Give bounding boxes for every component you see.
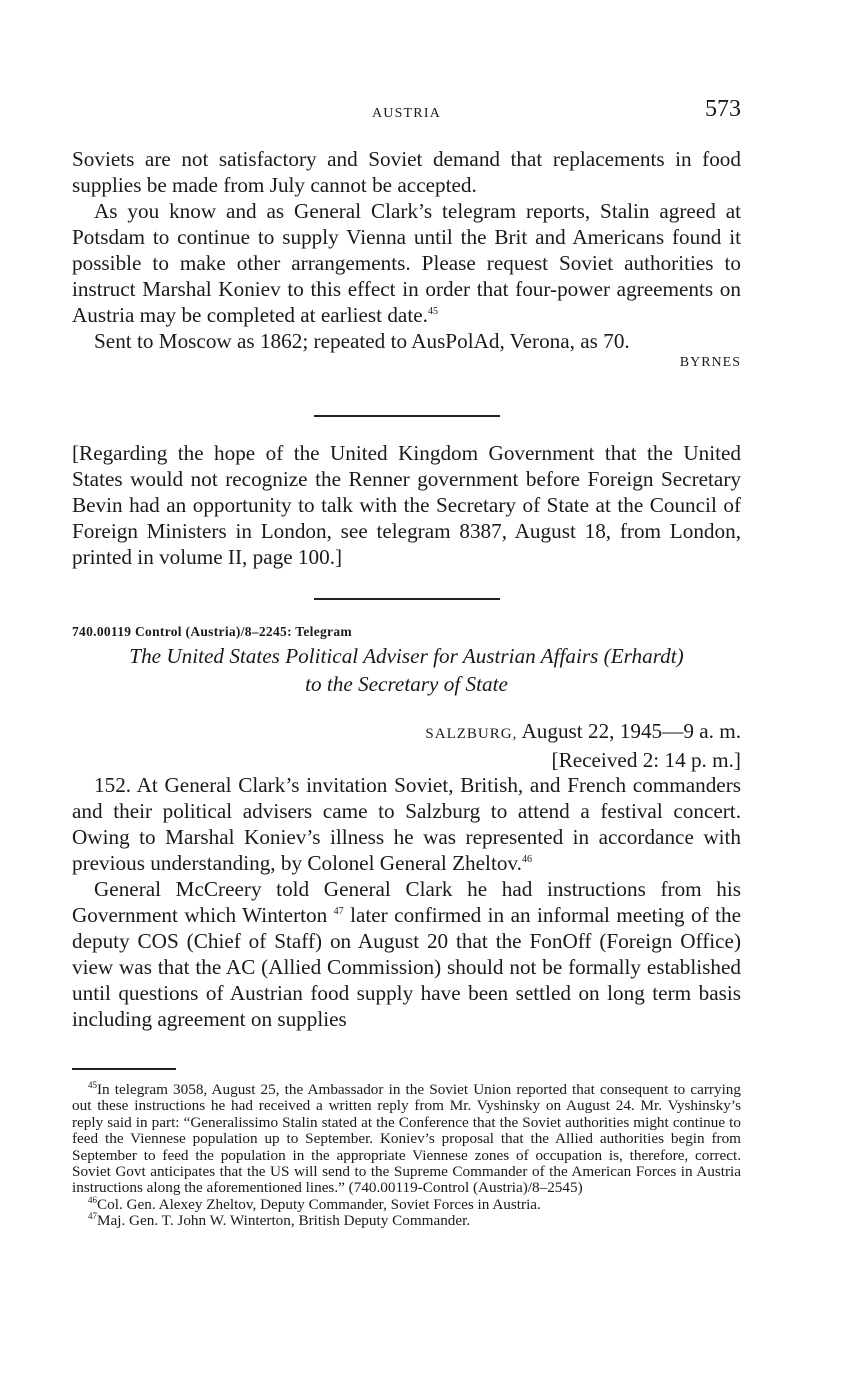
editorial-note-text: [Regarding the hope of the United Kingdom Government that the United States would not recognize the Renner government before Foreign Secretary Bevin had an opportunity to talk with the Secretary of State at the Council of Foreign Ministers in London, see telegram 8387, August 18, from London, printed in volume II, page 100.] xyxy=(72,441,741,569)
footnote-ref-46: 46 xyxy=(521,853,532,865)
body-paragraph-2 xyxy=(72,876,741,1032)
footnote-45 xyxy=(72,1079,741,1197)
section-divider-2 xyxy=(314,598,500,600)
footnote-46-num: 46 xyxy=(88,1194,97,1205)
body-paragraph-1 xyxy=(72,772,741,876)
body-paragraph-2-b: later confirmed in an informal meeting of the deputy COS (Chief of Staff) on August 20 that the FonOff (Foreign Office) view was that the AC (Allied Commission) should not be formally established until questions of Austrian food supply have been settled on long term basis including agreement on supplies xyxy=(72,903,742,1031)
telegram-body xyxy=(72,772,741,1032)
page-header xyxy=(72,96,741,132)
running-head: AUSTRIA xyxy=(371,106,442,121)
dateline xyxy=(72,718,741,773)
footnote-47-text: Maj. Gen. T. John W. Winterton, British Deputy Commander. xyxy=(97,1212,471,1230)
footnote-45-num: 45 xyxy=(88,1079,97,1090)
footnote-rule xyxy=(72,1068,176,1070)
body-paragraph-2-a: General McCreery told General Clark he had instructions from his Government which Winterton xyxy=(72,877,741,927)
place: SALZBURG, xyxy=(425,726,518,742)
page-number: 573 xyxy=(705,96,741,122)
footnote-46 xyxy=(72,1194,741,1213)
signature: BYRNES xyxy=(679,355,741,370)
paragraph-2-text: As you know and as General Clark’s telegram reports, Stalin agreed at Potsdam to continue to supply Vienna until the Brit and Americans found it possible to make other arrangements. Please request Soviet authorities to instruct Marshal Koniev to this effect in order that four-power agreements on Austria may be completed at earliest date. xyxy=(72,199,741,327)
file-number: 740.00119 Control (Austria)/8–2245: Telegram xyxy=(72,624,352,639)
paragraph-2 xyxy=(72,198,741,328)
footnote-ref-45: 45 xyxy=(427,305,438,317)
footnotes xyxy=(72,1079,741,1230)
footnote-46-text: Col. Gen. Alexey Zheltov, Deputy Commander, Soviet Forces in Austria. xyxy=(97,1195,541,1213)
footnote-45-text: In telegram 3058, August 25, the Ambassador in the Soviet Union reported that consequent to carrying out these instructions he had received a written reply from Mr. Vyshinsky on August 24. Mr. Vyshinsky’s reply said in part: “Generalissimo Stalin stated at the Conference that the Soviet authorities might continue to feed the Viennese population up to September. Koniev’s proposal that the Allied authorities begin from September to feed the population in the appropriate Viennese zones of occupation is, therefore, correct. Soviet Govt anticipates that the US will send to the Supreme Commander of the American Forces in Austria instructions along the aforementioned lines.” (740.00119-Control (Austria)/8–2545) xyxy=(72,1081,741,1197)
footnote-ref-47: 47 xyxy=(333,905,344,917)
place-date xyxy=(72,718,741,747)
footnote-47-num: 47 xyxy=(88,1211,97,1222)
body-paragraph-1-text: 152. At General Clark’s invitation Soviet, British, and French commanders and their political advisers came to Salzburg to attend a festival concert. Owing to Marshal Koniev’s illness he was represented in accordance with previous understanding, by Colonel General Zheltov. xyxy=(72,773,741,875)
document-title-line-2: to the Secretary of State xyxy=(305,672,508,696)
document-heading xyxy=(72,624,741,698)
document-title-line-1: The United States Political Adviser for Austrian Affairs (Erhardt) xyxy=(129,644,684,668)
paragraph-1: Soviets are not satisfactory and Soviet demand that replacements in food supplies be made from July cannot be accepted. xyxy=(72,147,741,197)
received-time: [Received 2: 14 p. m.] xyxy=(551,748,741,772)
telegram-continuation xyxy=(72,146,741,371)
paragraph-3: Sent to Moscow as 1862; repeated to AusPolAd, Verona, as 70. xyxy=(94,329,630,353)
section-divider xyxy=(314,415,500,417)
date: August 22, 1945—9 a. m. xyxy=(521,719,741,743)
editorial-note xyxy=(72,440,741,570)
footnote-47 xyxy=(72,1213,741,1229)
